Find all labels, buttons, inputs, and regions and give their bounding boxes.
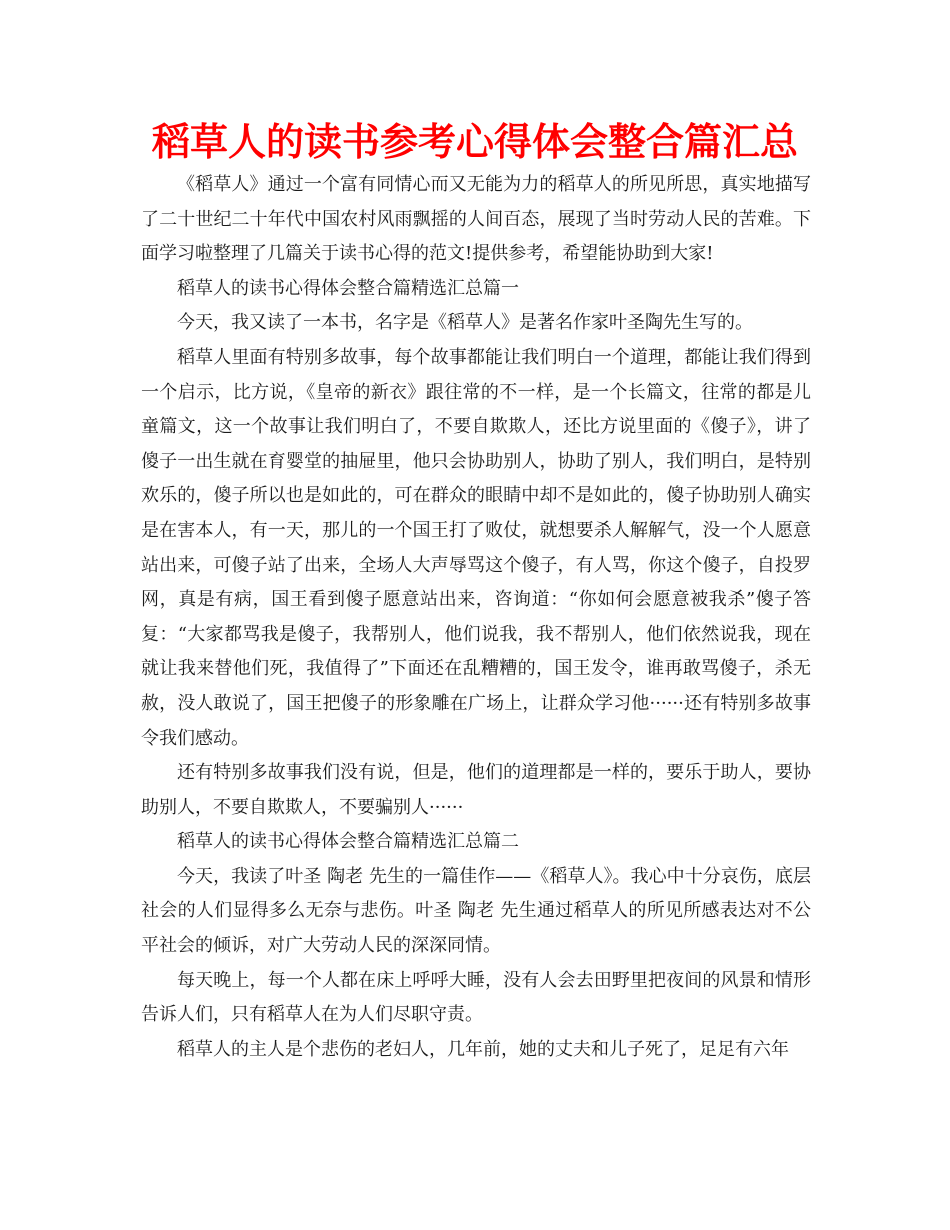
paragraph: 每天晚上，每一个人都在床上呼呼大睡，没有人会去田野里把夜间的风景和情形告诉人们，只有稻草人在为人们尽职守责。 [141,969,811,1026]
section-heading-1: 稻草人的读书心得体会整合篇精选汇总篇一 [177,277,519,299]
paragraph: 今天，我读了叶圣 陶老 先生的一篇佳作——《稻草人》。我心中十分哀伤，底层社会的人们显得多么无奈与悲伤。叶圣 陶老 先生通过稻草人的所见所感表达对不公平社会的倾诉，对广大劳动人民的深深同情。 [141,865,811,957]
paragraph: 稻草人里面有特别多故事，每个故事都能让我们明白一个道理，都能让我们得到一个启示，比方说，《皇帝的新衣》跟往常的不一样，是一个长篇文，往常的都是儿童篇文，这一个故事让我们明白了，不要自欺欺人，还比方说里面的《傻子》，讲了傻子一出生就在育婴堂的抽屉里，他只会协助别人，协助了别人，我们明白，是特别欢乐的，傻子所以也是如此的，可在群众的眼睛中却不是如此的，傻子协助别人确实是在害本人，有一天，那儿的一个国王打了败仗，就想要杀人解解气，没一个人愿意站出来，可傻子站了出来，全场人大声辱骂这个傻子，有人骂，你这个傻子，自投罗网，真是有病，国王看到傻子愿意站出来，咨询道：“你如何会愿意被我杀”傻子答复：“大家都骂我是傻子，我帮别人，他们说我，我不帮别人，他们依然说我，现在就让我来替他们死，我值得了”下面还在乱糟糟的，国王发令，谁再敢骂傻子，杀无赦，没人敢说了，国王把傻子的形象雕在广场上，让群众学习他······还有特别多故事令我们感动。 [141,346,811,749]
paragraph: 稻草人的主人是个悲伤的老妇人，几年前，她的丈夫和儿子死了，足足有六年 [177,1038,789,1060]
document-title: 稻草人的读书参考心得体会整合篇汇总 [151,120,798,164]
document-body [141,168,811,1067]
paragraph: 今天，我又读了一本书，名字是《稻草人》是著名作家叶圣陶先生写的。 [177,312,753,334]
intro-paragraph: 《稻草人》通过一个富有同情心而又无能为力的稻草人的所见所思，真实地描写了二十世纪二十年代中国农村风雨飘摇的人间百态，展现了当时劳动人民的苦难。下面学习啦整理了几篇关于读书心得的范文!提供参考，希望能协助到大家! [141,174,811,265]
section-heading-2: 稻草人的读书心得体会整合篇精选汇总篇二 [177,831,519,853]
paragraph: 还有特别多故事我们没有说，但是，他们的道理都是一样的，要乐于助人，要协助别人，不要自欺欺人，不要骗别人······ [141,762,811,818]
